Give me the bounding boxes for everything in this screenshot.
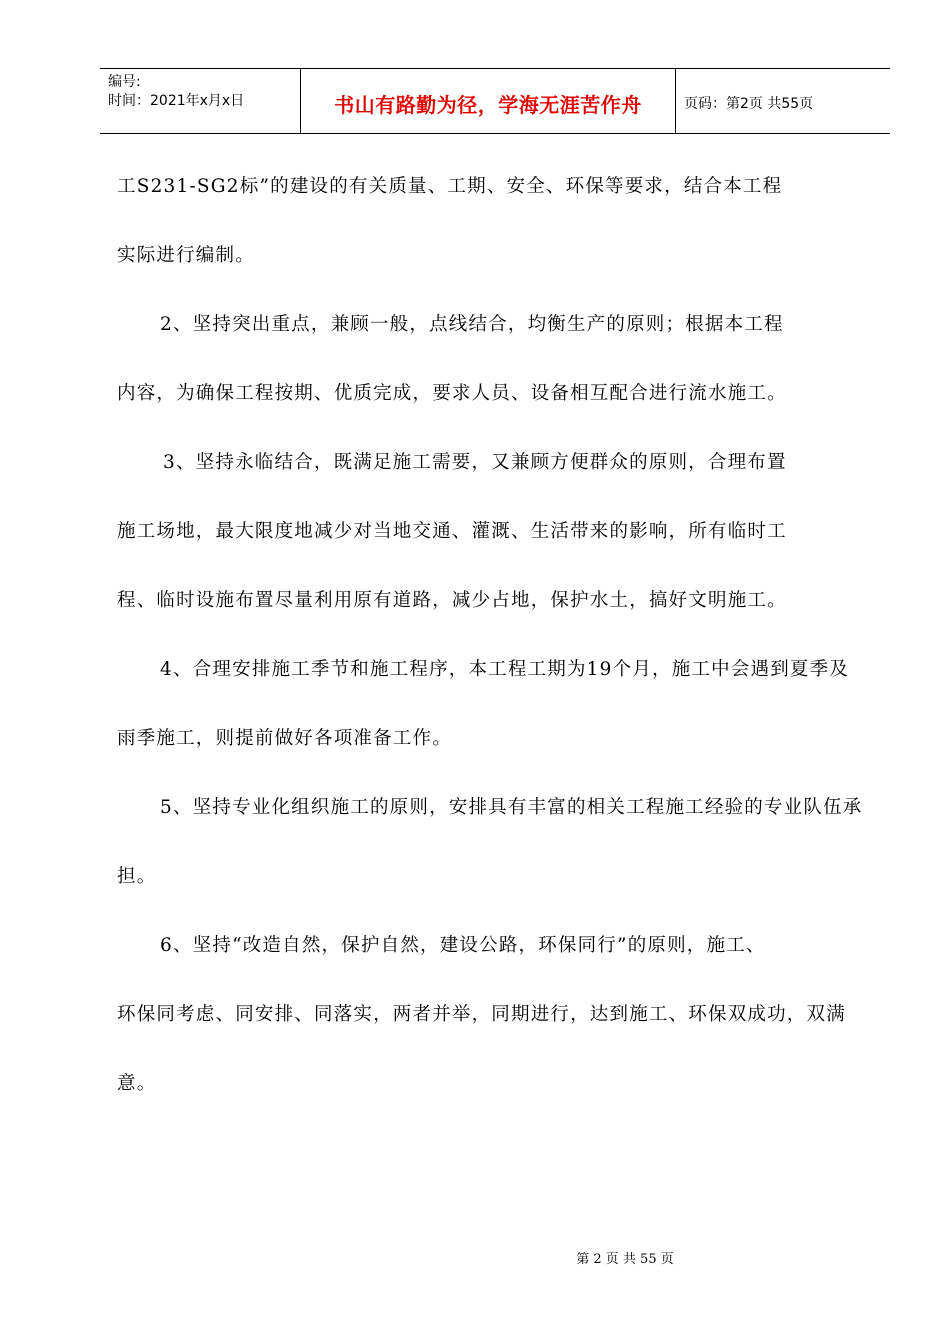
body-line: 雨季施工，则提前做好各项准备工作。 (117, 728, 452, 749)
body-line: 4、合理安排施工季节和施工程序，本工程工期为19个月，施工中会遇到夏季及 (160, 659, 850, 680)
body-line: 6、坚持“改造自然，保护自然，建设公路，环保同行”的原则，施工、 (160, 935, 766, 956)
body-line: 2、坚持突出重点，兼顾一般，点线结合，均衡生产的原则；根据本工程 (160, 314, 784, 335)
body-line: 程、临时设施布置尽量利用原有道路，减少占地，保护水土，搞好文明施工。 (117, 590, 787, 611)
body-line: 环保同考虑、同安排、同落实，两者并举，同期进行，达到施工、环保双成功，双满 (117, 1004, 846, 1025)
body-line: 意。 (117, 1073, 157, 1094)
body-line: 内容，为确保工程按期、优质完成，要求人员、设备相互配合进行流水施工。 (117, 383, 787, 404)
page-footer (0, 1248, 950, 1267)
body-line: 3、坚持永临结合，既满足施工需要，又兼顾方便群众的原则，合理布置 (163, 452, 787, 473)
body-line: 担。 (117, 866, 157, 887)
page-header (100, 68, 890, 134)
body-line: 施工场地，最大限度地减少对当地交通、灌溉、生活带来的影响，所有临时工 (117, 521, 787, 542)
body-line: 实际进行编制。 (117, 245, 255, 266)
header-meta (100, 69, 301, 133)
header-page-code: 页码：第2页 共55页 (684, 96, 814, 112)
date-label: 时间：2021年x月x日 (108, 93, 245, 109)
body-line: 5、坚持专业化组织施工的原则，安排具有丰富的相关工程施工经验的专业队伍承 (160, 797, 863, 818)
footer-page-number: 第 2 页 共 55 页 (576, 1252, 674, 1267)
body-line: 工S231-SG2标”的建设的有关质量、工期、安全、环保等要求，结合本工程 (117, 176, 783, 197)
header-motto: 书山有路勤为径，学海无涯苦作舟 (301, 69, 676, 133)
doc-number-label: 编号: (108, 74, 141, 90)
